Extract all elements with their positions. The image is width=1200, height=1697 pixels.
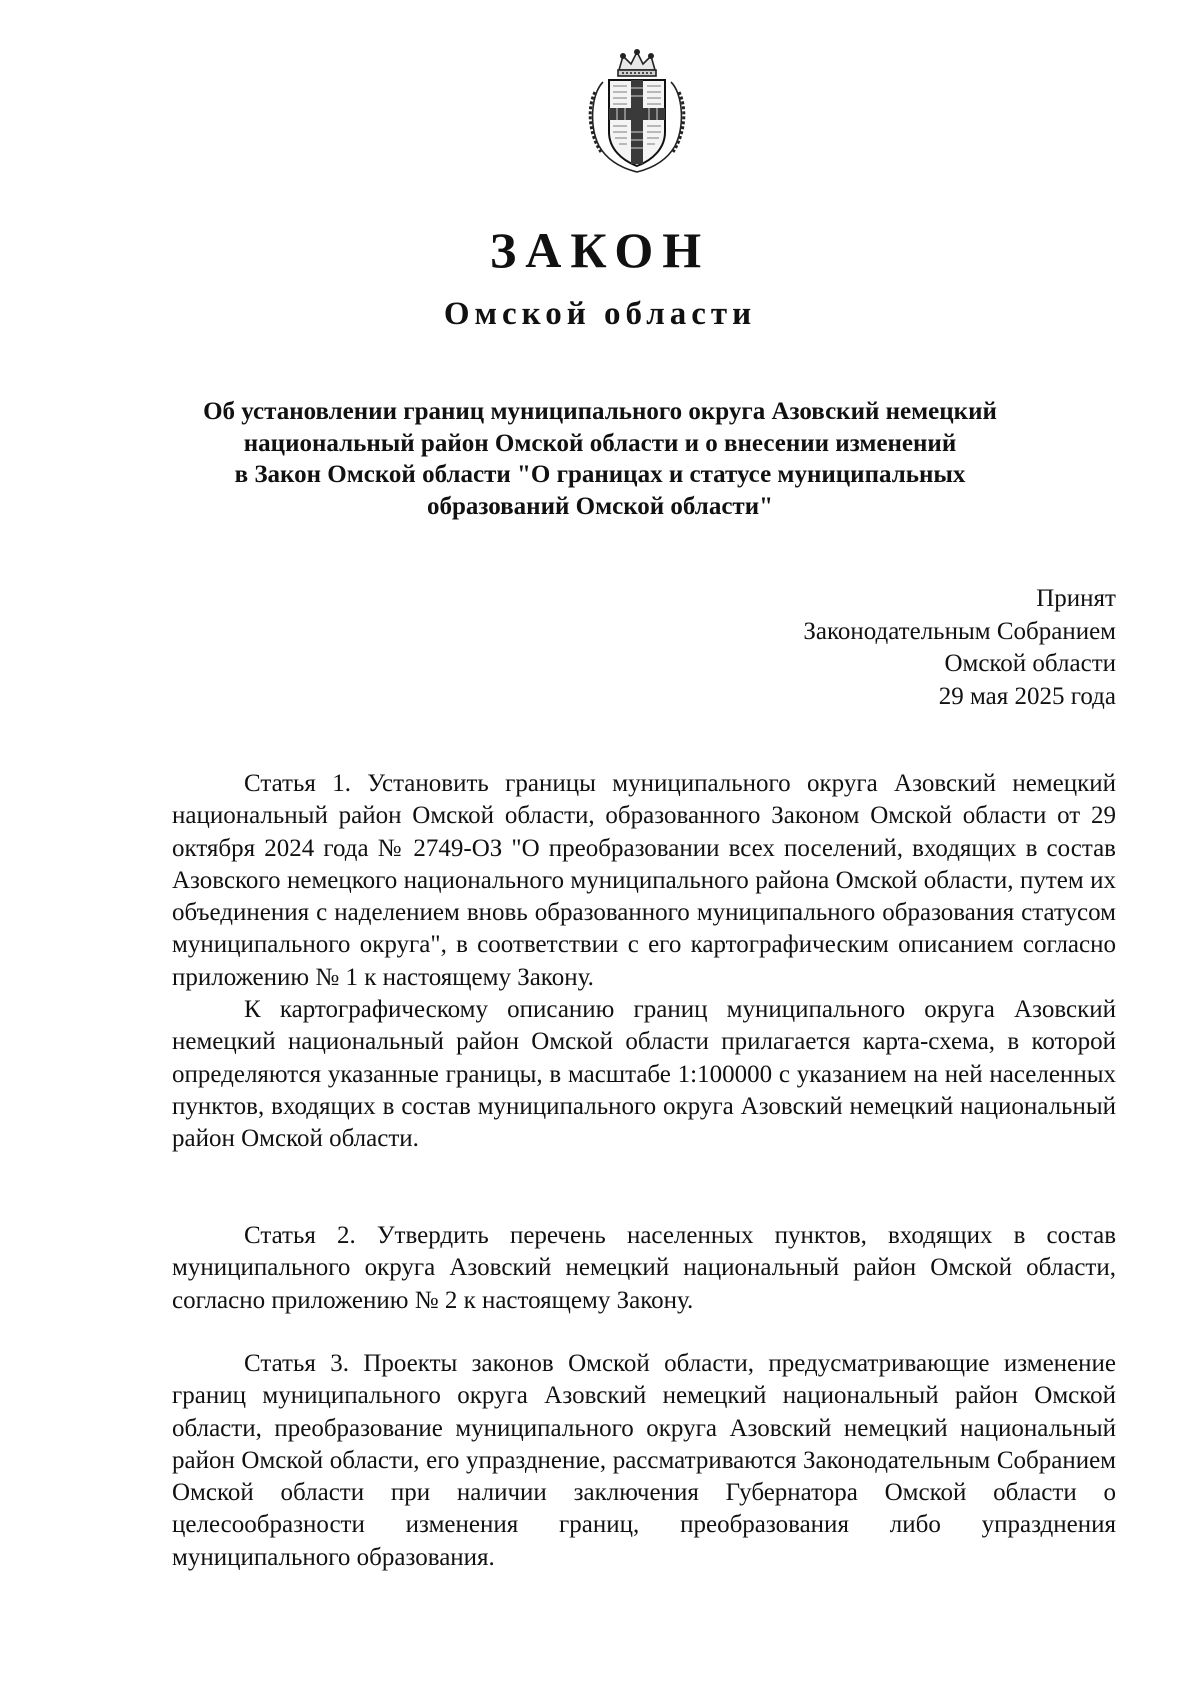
adoption-line: Принят	[1036, 585, 1116, 612]
heading-line: в Закон Омской области "О границах и статусе муниципальных	[234, 461, 966, 488]
article-1	[172, 768, 1116, 1156]
article-2	[172, 1220, 1116, 1317]
heading-line: Об установлении границ муниципального округа Азовский немецкий	[203, 398, 997, 425]
article-3	[172, 1348, 1116, 1574]
omsk-oblast-coat-of-arms-icon	[585, 48, 689, 174]
adoption-block	[803, 583, 1116, 713]
law-heading	[150, 396, 1050, 522]
article-paragraph: Статья 2. Утвердить перечень населенных пунктов, входящих в состав муниципального округа Азовский немецкий национальный район Омской области, согласно приложению № 2 к настоящему Закону.	[172, 1222, 1116, 1314]
article-paragraph: Статья 1. Установить границы муниципального округа Азовский немецкий национальный район Омской области, образованного Законом Омской области от 29 октября 2024 года № 2749-ОЗ "О преобразовании всех поселений, входящих в состав Азовского немецкого национального муниципального района Омской области, путем их объединения с наделением вновь образованного муниципального образования статусом муниципального округа", в соответствии с его картографическим описанием согласно приложению № 1 к настоящему Закону.	[172, 770, 1116, 991]
adoption-line: Законодательным Собранием	[803, 617, 1116, 645]
article-paragraph: К картографическому описанию границ муниципального округа Азовский немецкий национальный район Омской области прилагается карта-схема, в которой определяются указанные границы, в масштабе 1:100000 с указанием на ней населенных пунктов, входящих в состав муниципального округа Азовский немецкий национальный район Омской области.	[172, 996, 1116, 1153]
adoption-date: 29 мая 2025 года	[938, 682, 1116, 710]
heading-line: национальный район Омской области и о внесении изменений	[243, 429, 957, 457]
law-subtitle: Омской области	[443, 296, 757, 332]
adoption-line: Омской области	[944, 650, 1116, 677]
heading-line: образований Омской области"	[426, 492, 773, 520]
article-paragraph: Статья 3. Проекты законов Омской области, предусматривающие изменение границ муниципального округа Азовский немецкий национальный район Омской области, преобразование муниципального округа Азовский немецкий национальный район Омской области, его упразднение, рассматриваются Законодательным Собранием Омской области при наличии заключения Губернатора Омской области о целесообразности изменения границ, преобразования либо упразднения муниципального образования.	[172, 1350, 1116, 1571]
law-title: ЗАКОН	[489, 222, 711, 278]
